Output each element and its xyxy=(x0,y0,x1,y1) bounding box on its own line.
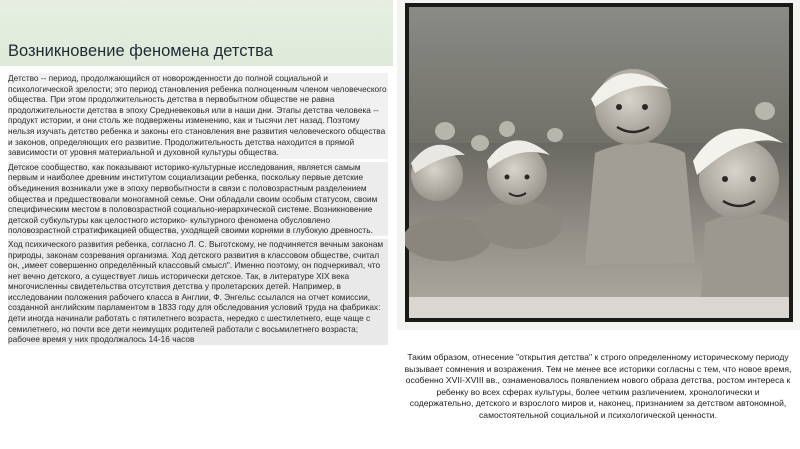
paragraph-3: Ход психического развития ребенка, согласно Л. С. Выготскому, не подчиняется вечным законам природы, законам созревания организма. Ход детского развития в классовом обществе, считал он, „имеет совершенно определённый классовый смысл". Именно поэтому, он подчеркивал, что нет вечно детского, а существует лишь исторически детское. Так, в литературе XIX века многочисленны свидетельства отсутствия детства у пролетарских детей. Например, в исследовании положения рабочего класса в Англии, Ф. Энгельс ссылался на отчет комиссии, созданной английским парламентом в 1833 году для обследования условий труда на фабриках: дети иногда начинали работать с пятилетнего возраста, нередко с шестилетнего, еще чаще с семилетнего, но почти все дети неимущих родителей работали с восьмилетнего возраста; рабочее время у них продолжалось 14-16 часов xyxy=(8,239,388,345)
paragraph-1: Детство -- период, продолжающийся от новорожденности до полной социальной и психологической зрелости; это период становления ребенка полноценным членом человеческого общества. При этом продолжительность детства в первобытном обществе не равна продолжительности детства в эпоху Средневековья или в наши дни. Этапы детства человека -- продукт истории, и они столь же подвержены изменению, как и тысячи лет назад. Поэтому нельзя изучать детство ребенка и законы его становления вне развития человеческого общества и законов, определяющих его развитие. Продолжительность детства находится в прямой зависимости от уровня материальной и духовной культуры общества. xyxy=(8,73,387,158)
slide-title: Возникновение феномена детства xyxy=(8,42,273,60)
children-beach-photo xyxy=(405,3,793,322)
paragraph-2: Детское сообщество, как показывают историко-культурные исследования, является самым первым и наиболее древним институтом социализации ребенка, поскольку первые детские объединения возникали уже в эпоху первобытности в связи с половозрастным разделением общества и предшествовали моногамной семье. Они обладали своим особым статусом, своим специфическим местом в половозрастной социально-иерархической системе. Возникновение детской субкультуры как целостного историко- культурного феномена обусловлено половозрастной стратификацией общества, уходящей своими корнями в глубокую древность. xyxy=(8,162,388,236)
caption-text: Таким образом, отнесение "открытия детства" к строго определенному историческому периоду вызывает сомнения и возражения. Тем не менее все историки согласны с тем, что новое время, особенно XVII-XVIII вв., ознаменовалось появлением нового образа детства, ростом интереса к ребенку во всех сферах культуры, более четким различением, хронологически и содержательно, детского и взрослого миров и, наконец, признанием за детством автономной, самостоятельной социальной и психологической ценности. xyxy=(404,352,792,420)
text-panel xyxy=(0,0,393,449)
photo-illustration xyxy=(405,3,793,322)
body-text xyxy=(8,73,388,345)
